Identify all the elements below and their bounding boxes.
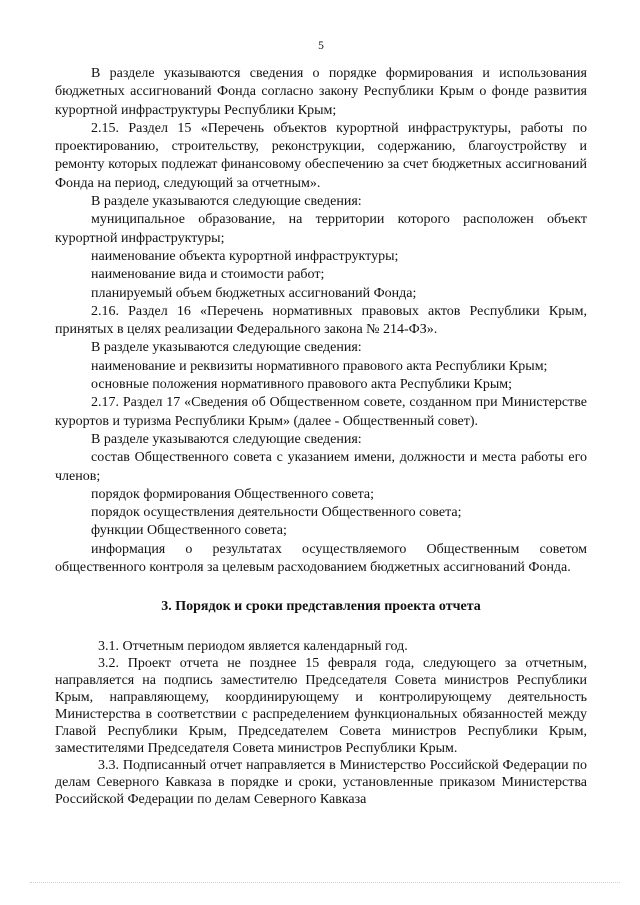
- paragraph: 2.15. Раздел 15 «Перечень объектов курортной инфраструктуры, работы по проектированию, строительству, реконструкции, содержанию, благоустройству и ремонту которых подлежат финансовому обеспечению за счет бюджетных ассигнований Фонда на период, следующий за отчетным».: [55, 120, 587, 191]
- paragraph: порядок осуществления деятельности Общественного совета;: [91, 505, 462, 521]
- paragraph: В разделе указываются следующие сведения:: [91, 340, 362, 356]
- paragraph: наименование вида и стоимости работ;: [91, 267, 325, 283]
- paragraph: 3.1. Отчетным периодом является календарный год.: [98, 639, 408, 655]
- paragraph: 3.2. Проект отчета не позднее 15 февраля года, следующего за отчетным, направляется на подпись заместителю Председателя Совета министров Республики Крым, направляющему, координирующему и контролирующему деятельность Министерства в соответствии с распределением функциональных обязанностей между Главой Республики Крым, Председателем Совета министров Республики Крым, заместителями Председателя Совета министров Республики Крым.: [55, 656, 587, 757]
- paragraph: В разделе указываются следующие сведения:: [91, 194, 362, 210]
- page-number: 5: [318, 40, 324, 52]
- paragraph: наименование и реквизиты нормативного правового акта Республики Крым;: [91, 358, 548, 374]
- paragraph: 2.16. Раздел 16 «Перечень нормативных правовых актов Республики Крым, принятых в целях реализации Федерального закона № 214-ФЗ».: [55, 303, 587, 338]
- paragraph: планируемый объем бюджетных ассигнований Фонда;: [91, 285, 417, 301]
- paragraph: состав Общественного совета с указанием имени, должности и места работы его членов;: [55, 450, 587, 484]
- paragraph: В разделе указываются сведения о порядке формирования и использования бюджетных ассигнований Фонда согласно закону Республики Крым о фонде развития курортной инфраструктуры Республики Крым;: [55, 66, 587, 118]
- section2-body: [55, 65, 587, 577]
- paragraph: основные положения нормативного правового акта Республики Крым;: [91, 377, 513, 393]
- paragraph: 3.3. Подписанный отчет направляется в Министерство Российской Федерации по делам Северного Кавказа в порядке и сроки, установленные приказом Министерства Российской Федерации по делам Северного Кавказа: [55, 758, 587, 808]
- section3-body: [55, 638, 587, 808]
- paragraph: информация о результатах осуществляемого Общественным советом общественного контроля за целевым расходованием бюджетных ассигнований Фонда.: [55, 541, 587, 576]
- paragraph: В разделе указываются следующие сведения:: [91, 431, 362, 447]
- paragraph: наименование объекта курортной инфраструктуры;: [91, 248, 399, 264]
- paragraph: порядок формирования Общественного совета;: [91, 486, 375, 502]
- paragraph: муниципальное образование, на территории которого расположен объект курортной инфраструктуры;: [55, 212, 587, 246]
- section-heading: 3. Порядок и сроки представления проекта отчета: [161, 599, 481, 615]
- paragraph: функции Общественного совета;: [91, 523, 287, 539]
- scan-artifact: [30, 882, 620, 893]
- paragraph: 2.17. Раздел 17 «Сведения об Общественном совете, созданном при Министерстве курортов и туризма Республики Крым» (далее - Общественный совет).: [55, 395, 587, 429]
